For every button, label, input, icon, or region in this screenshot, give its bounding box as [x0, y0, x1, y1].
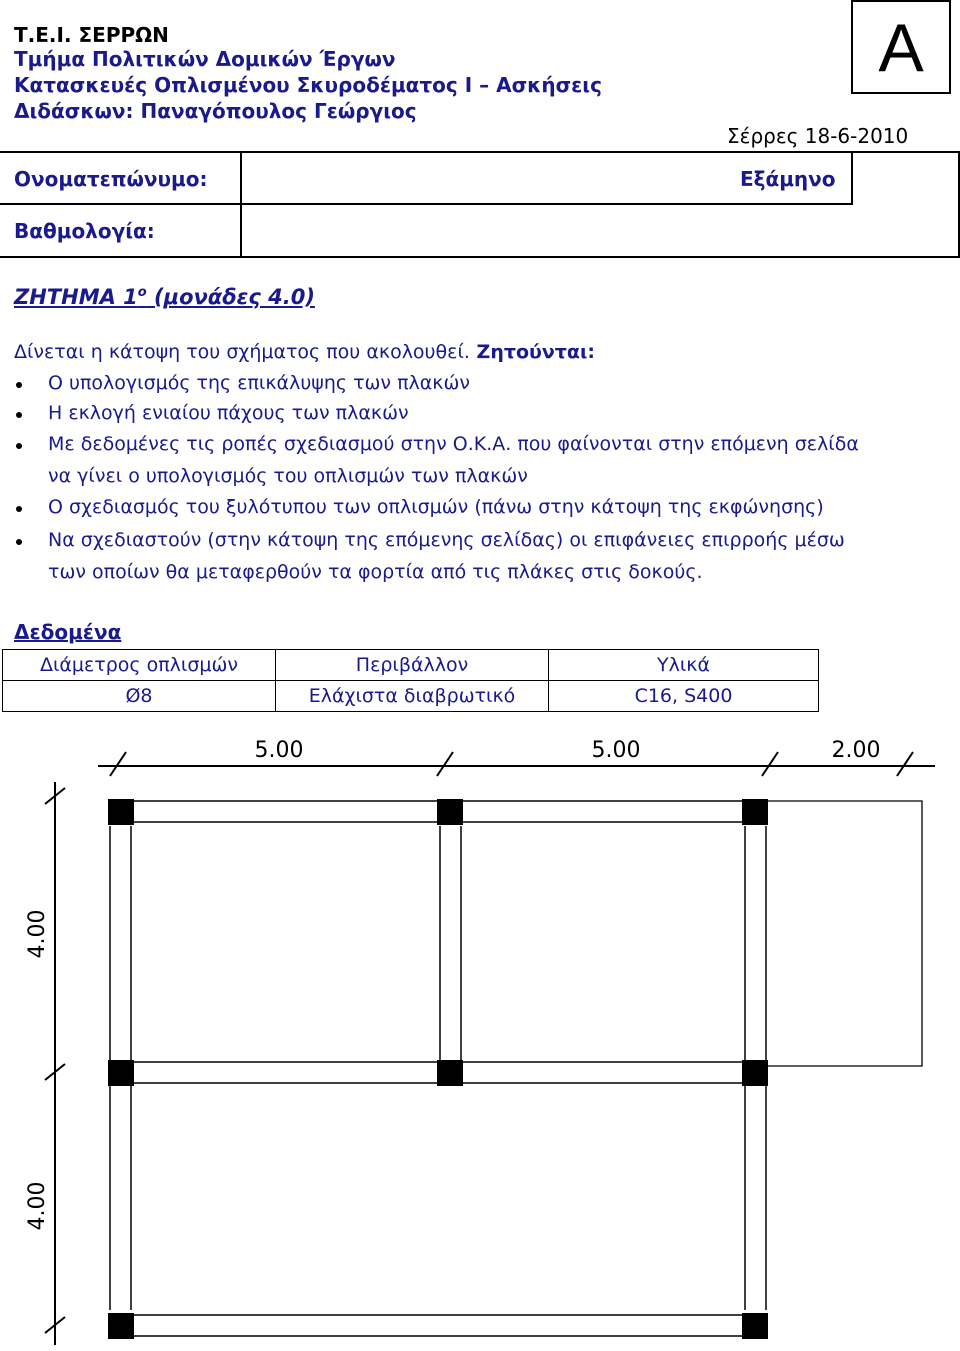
dim-y-2: 4.00	[25, 1181, 50, 1231]
dim-x-3: 2.00	[831, 738, 881, 763]
column-a3	[742, 799, 768, 825]
bullet-3	[16, 443, 22, 449]
table-row	[3, 681, 819, 712]
institution-name: Τ.Ε.Ι. ΣΕΡΡΩΝ	[14, 23, 169, 47]
task-item-3-cont: να γίνει ο υπολογισμός του οπλισμών των πλακών	[48, 465, 528, 487]
instructor-name: Διδάσκων: Παναγόπουλος Γεώργιος	[14, 99, 417, 123]
cantilever-slab	[766, 801, 922, 1066]
cell-diameter: Ø8	[3, 681, 276, 712]
column-c3	[742, 1313, 768, 1339]
column-b2	[437, 1060, 463, 1086]
form-middle-rule	[0, 203, 852, 205]
task-item-5: Να σχεδιαστούν (στην κάτοψη της επόμενης σελίδας) οι επιφάνειες επιρροής μέσω	[48, 529, 845, 551]
task-item-5-cont: των οποίων θα μεταφερθούν τα φορτία από τις πλάκες στις δοκούς.	[48, 561, 703, 583]
dim-y-1: 4.00	[25, 909, 50, 959]
cell-environment: Ελάχιστα διαβρωτικό	[276, 681, 549, 712]
course-name: Κατασκευές Οπλισμένου Σκυροδέματος Ι – Ασκήσεις	[14, 73, 602, 97]
header-environment: Περιβάλλον	[276, 650, 549, 681]
dim-x-2: 5.00	[591, 738, 641, 763]
name-label: Ονοματεπώνυμο:	[14, 167, 208, 191]
form-bottom-rule	[0, 256, 960, 258]
header-materials: Υλικά	[549, 650, 819, 681]
task-title: ΖΗΤΗΜΑ $1^o$ (μονάδες 4.0)	[14, 285, 315, 309]
dimension-line-y	[45, 782, 65, 1345]
floor-plan	[0, 720, 960, 1351]
table-header-row	[3, 650, 819, 681]
dimension-line-x	[98, 752, 935, 776]
task-item-2: Η εκλογή ενιαίου πάχους των πλακών	[48, 402, 409, 424]
columns	[108, 799, 768, 1339]
bullet-1	[16, 382, 22, 388]
semester-divider	[851, 151, 853, 205]
bullet-5	[16, 539, 22, 545]
department-name: Τμήμα Πολιτικών Δομικών Έργων	[14, 47, 396, 71]
header-diameter: Διάμετρος οπλισμών	[3, 650, 276, 681]
bullet-2	[16, 412, 22, 418]
column-c1	[108, 1313, 134, 1339]
variant-box: Α	[851, 0, 951, 94]
exam-date: Σέρρες 18-6-2010	[727, 124, 909, 148]
semester-label: Εξάμηνο	[740, 167, 836, 191]
form-top-rule	[0, 151, 960, 153]
column-b1	[108, 1060, 134, 1086]
cell-materials: C16, S400	[549, 681, 819, 712]
data-table	[2, 649, 819, 712]
column-b3	[742, 1060, 768, 1086]
column-a1	[108, 799, 134, 825]
form-divider	[240, 151, 242, 258]
task-item-1: Ο υπολογισμός της επικάλυψης των πλακών	[48, 372, 471, 394]
data-title: Δεδομένα	[14, 620, 122, 644]
dim-x-1: 5.00	[254, 738, 304, 763]
task-item-3: Με δεδομένες τις ροπές σχεδιασμού στην Ο.Κ.Α. που φαίνονται στην επόμενη σελίδα	[48, 433, 859, 455]
column-a2	[437, 799, 463, 825]
bullet-4	[16, 506, 22, 512]
grade-label: Βαθμολογία:	[14, 219, 155, 243]
task-intro: Δίνεται η κάτοψη του σχήματος που ακολουθεί. Ζητούνται:	[14, 341, 595, 363]
task-item-4: Ο σχεδιασμός του ξυλότυπου των οπλισμών (πάνω στην κάτοψη της εκφώνησης)	[48, 496, 824, 518]
